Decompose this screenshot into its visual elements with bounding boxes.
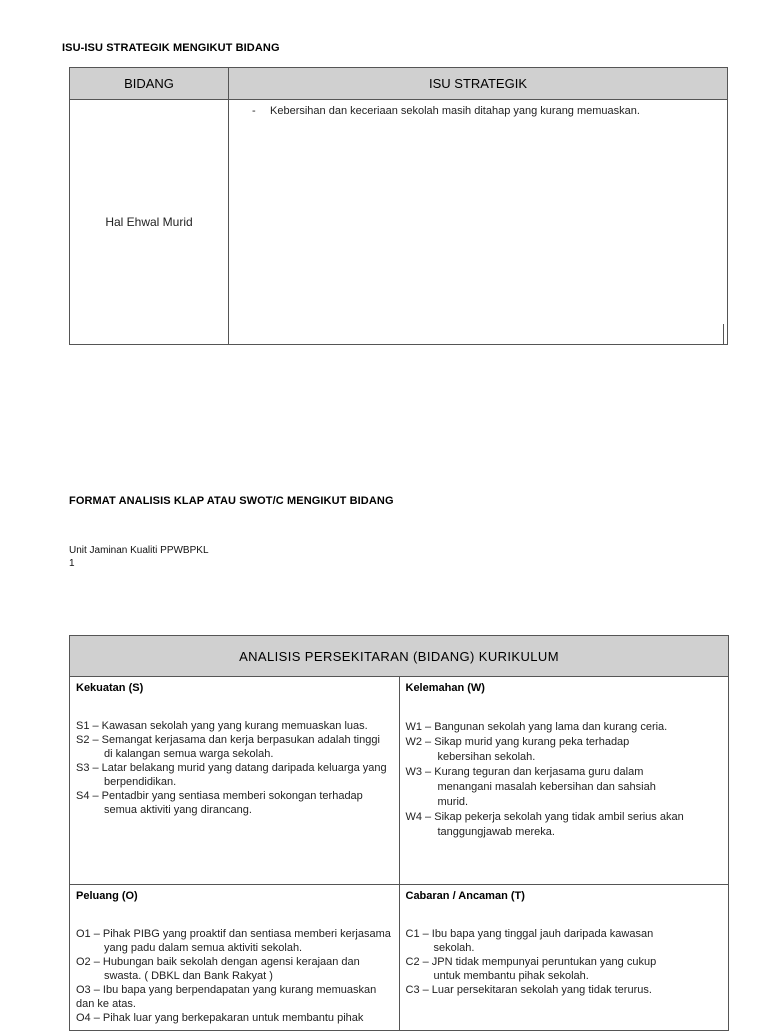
list-item-continuation: berpendidikan. [104, 776, 177, 788]
list-item-continuation: kebersihan sekolah. [437, 751, 536, 763]
list-item: C3 – Luar persekitaran sekolah yang tidak terurus. [405, 984, 652, 996]
list-item-continuation: yang padu dalam semua aktiviti sekolah. [104, 942, 303, 954]
section-heading-isu-strategik: ISU-ISU STRATEGIK MENGIKUT BIDANG [62, 42, 280, 54]
list-item: O2 – Hubungan baik sekolah dengan agensi kerajaan dan [76, 956, 360, 968]
footer-unit-name: Unit Jaminan Kualiti PPWBPKL [69, 545, 209, 556]
list-item-continuation: untuk membantu pihak sekolah. [433, 970, 589, 982]
kekuatan-cell [70, 677, 400, 885]
list-item: W1 – Bangunan sekolah yang lama dan kurang ceria. [405, 721, 668, 733]
bidang-cell: Hal Ehwal Murid [70, 100, 229, 345]
peluang-title: Peluang (O) [76, 890, 138, 902]
kelemahan-cell [399, 677, 729, 885]
list-item-continuation: semua aktiviti yang dirancang. [104, 804, 252, 816]
table-header-row [70, 636, 729, 677]
list-item-continuation: swasta. ( DBKL dan Bank Rakyat ) [104, 970, 273, 982]
list-item: O1 – Pihak PIBG yang proaktif dan sentiasa memberi kerjasama [76, 928, 391, 940]
list-item: S4 – Pentadbir yang sentiasa memberi sokongan terhadap [76, 790, 363, 802]
list-item: O4 – Pihak luar yang berkepakaran untuk membantu pihak [76, 1012, 364, 1024]
kelemahan-title: Kelemahan (W) [405, 682, 485, 694]
cabaran-ancaman-cell [399, 885, 729, 1031]
list-item [252, 105, 727, 117]
list-item-continuation: tanggungjawab mereka. [437, 826, 555, 838]
list-item: O3 – Ibu bapa yang berpendapatan yang kurang memuaskan [76, 984, 377, 996]
isu-strategik-table [69, 67, 728, 345]
kekuatan-title: Kekuatan (S) [76, 682, 144, 694]
list-item-continuation: di kalangan semua warga sekolah. [104, 748, 274, 760]
list-item-continuation: sekolah. [433, 942, 475, 954]
list-item-continuation: murid. [437, 796, 469, 808]
list-item: S1 – Kawasan sekolah yang yang kurang memuaskan luas. [76, 720, 368, 732]
table-header-row [70, 68, 728, 100]
isu-strategik-cell [229, 100, 728, 345]
page-number: 1 [69, 558, 75, 569]
table-row [70, 885, 729, 1031]
table-row [70, 100, 728, 345]
cabaran-ancaman-title: Cabaran / Ancaman (T) [405, 890, 525, 902]
list-item: W4 – Sikap pekerja sekolah yang tidak ambil serius akan [405, 811, 684, 823]
list-item: C1 – Ibu bapa yang tinggal jauh daripada kawasan [405, 928, 654, 940]
list-item: C2 – JPN tidak mempunyai peruntukan yang cukup [405, 956, 657, 968]
page-footer [69, 544, 209, 570]
list-dash: - [252, 105, 256, 117]
column-header-isu-strategik: ISU STRATEGIK [229, 68, 728, 100]
list-item: S2 – Semangat kerjasama dan kerja berpasukan adalah tinggi [76, 734, 380, 746]
swot-analysis-table [69, 635, 729, 1031]
section-heading-format-analisis: FORMAT ANALISIS KLAP ATAU SWOT/C MENGIKUT BIDANG [69, 495, 394, 507]
list-item-continuation: dan ke atas. [76, 998, 136, 1010]
list-item: W2 – Sikap murid yang kurang peka terhadap [405, 736, 630, 748]
list-item: W3 – Kurang teguran dan kerjasama guru dalam [405, 766, 644, 778]
resize-handle[interactable] [723, 324, 727, 344]
peluang-cell [70, 885, 400, 1031]
column-header-bidang: BIDANG [70, 68, 229, 100]
isu-text: Kebersihan dan keceriaan sekolah masih ditahap yang kurang memuaskan. [270, 105, 640, 117]
swot-table-title: ANALISIS PERSEKITARAN (BIDANG) KURIKULUM [70, 636, 729, 677]
list-item-continuation: menangani masalah kebersihan dan sahsiah [437, 781, 656, 793]
table-row [70, 677, 729, 885]
list-item: S3 – Latar belakang murid yang datang daripada keluarga yang [76, 762, 387, 774]
